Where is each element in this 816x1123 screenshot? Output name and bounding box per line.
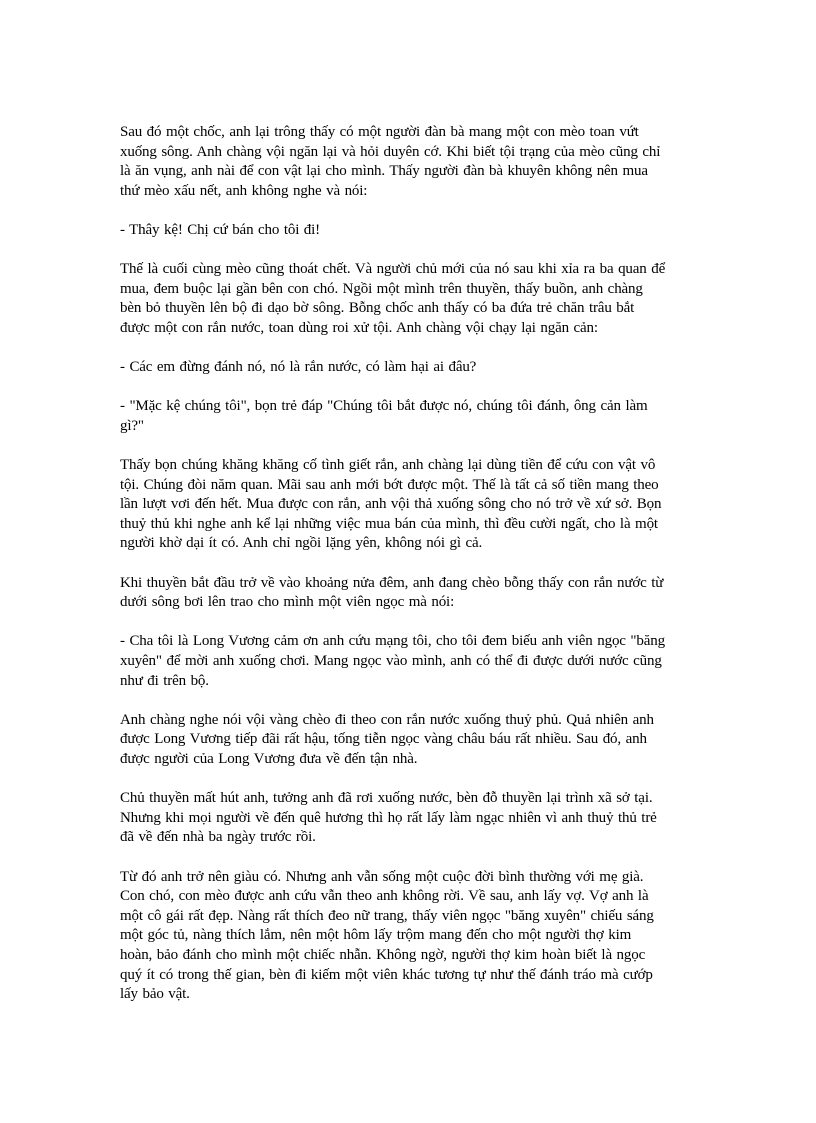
paragraph (120, 711, 700, 770)
paragraph (120, 123, 700, 201)
text-line: Từ đó anh trở nên giàu có. Nhưng anh vẫn sống một cuộc đời bình thường với mẹ già. (120, 868, 644, 885)
document-body (120, 123, 700, 1024)
paragraph (120, 456, 700, 554)
text-line: là ăn vụng, anh nài để con vật lại cho mình. Thấy người đàn bà khuyên không nên mua (120, 163, 648, 180)
text-line: quý ít có trong thế gian, bèn đi kiếm một viên khác tương tự như thế đánh tráo mà cướp (120, 966, 653, 983)
text-line: dưới sông bơi lên trao cho mình một viên ngọc mà nói: (120, 594, 455, 611)
text-line: người khờ dại ít có. Anh chỉ ngồi lặng yên, không nói gì cả. (120, 535, 483, 552)
paragraph (120, 868, 700, 1005)
paragraph (120, 358, 700, 378)
text-line: hoàn, bảo đánh cho mình một chiếc nhẫn. Không ngờ, người thợ kim hoàn biết là ngọc (120, 946, 646, 963)
text-line: xuyên" để mời anh xuống chơi. Mang ngọc vào mình, anh có thể đi được dưới nước cũng (120, 653, 662, 670)
paragraph (120, 221, 700, 241)
text-line: đã về đến nhà ba ngày trước rồi. (120, 829, 316, 846)
text-line: - "Mặc kệ chúng tôi", bọn trẻ đáp "Chúng tôi bắt được nó, chúng tôi đánh, ông cản làm (120, 398, 648, 415)
text-line: thuỷ thủ khi nghe anh kể lại những việc mua bán của mình, thì đều cười ngất, cho là một (120, 515, 658, 532)
paragraph (120, 260, 700, 338)
text-line: được Long Vương tiếp đãi rất hậu, tống tiễn ngọc vàng châu báu rất nhiều. Sau đó, anh (120, 731, 647, 748)
text-line: Thấy bọn chúng khăng khăng cố tình giết rắn, anh chàng lại dùng tiền để cứu con vật vô (120, 457, 656, 474)
paragraph (120, 574, 700, 613)
text-line: xuống sông. Anh chàng vội ngăn lại và hỏi duyên cớ. Khi biết tội trạng của mèo cũng chỉ (120, 143, 661, 160)
text-line: - Các em đừng đánh nó, nó là rắn nước, có làm hại ai đâu? (120, 359, 477, 376)
text-line: thứ mèo xấu nết, anh không nghe và nói: (120, 182, 368, 199)
text-line: như đi trên bộ. (120, 672, 209, 689)
text-line: Thế là cuối cùng mèo cũng thoát chết. Và người chủ mới của nó sau khi xỉa ra ba quan để (120, 261, 666, 278)
text-line: Chủ thuyền mất hút anh, tưởng anh đã rơi xuống nước, bèn đỗ thuyền lại trình xã sở tại. (120, 790, 653, 807)
text-line: Khi thuyền bắt đầu trở về vào khoảng nửa đêm, anh đang chèo bỗng thấy con rắn nước từ (120, 574, 664, 591)
text-line: Sau đó một chốc, anh lại trông thấy có một người đàn bà mang một con mèo toan vứt (120, 124, 639, 140)
text-line: lấy bảo vật. (120, 986, 190, 1003)
paragraph (120, 789, 700, 848)
text-line: - Thây kệ! Chị cứ bán cho tôi đi! (120, 221, 321, 238)
text-line: tội. Chúng đòi năm quan. Mãi sau anh mới bớt được một. Thế là tất cả số tiền mang theo (120, 476, 659, 493)
text-line: mua, đem buộc lại gần bên con chó. Ngồi một mình trên thuyền, thấy buồn, anh chàng (120, 280, 643, 297)
paragraph (120, 397, 700, 436)
text-line: bèn bỏ thuyền lên bộ đi dạo bờ sông. Bỗng chốc anh thấy có ba đứa trẻ chăn trâu bắt (120, 300, 635, 317)
text-line: một góc tủ, nàng thích lắm, nên một hôm lấy trộm mang đến cho một người thợ kim (120, 927, 632, 944)
text-line: Nhưng khi mọi người về đến quê hương thì họ rất lấy làm ngạc nhiên vì anh thuỷ thủ trẻ (120, 809, 657, 826)
text-line: - Cha tôi là Long Vương cảm ơn anh cứu mạng tôi, cho tôi đem biếu anh viên ngọc "băng (120, 633, 665, 650)
text-line: lần lượt vơi đến hết. Mua được con rắn, anh vội thả xuống sông cho nó trở về xứ sở. Bọn (120, 496, 662, 513)
text-line: được người của Long Vương đưa về đến tận nhà. (120, 751, 418, 767)
text-line: Con chó, con mèo được anh cứu vẫn theo anh không rời. Về sau, anh lấy vợ. Vợ anh là (120, 888, 649, 905)
text-line: gì?" (120, 417, 144, 434)
paragraph (120, 632, 700, 691)
text-line: Anh chàng nghe nói vội vàng chèo đi theo con rắn nước xuống thuỷ phủ. Quả nhiên anh (120, 711, 654, 728)
text-line: một cô gái rất đẹp. Nàng rất thích đeo nữ trang, thấy viên ngọc "băng xuyên" chiếu sáng (120, 907, 654, 924)
text-line: được một con rắn nước, toan dùng roi xử tội. Anh chàng vội chạy lại ngăn cản: (120, 319, 598, 336)
